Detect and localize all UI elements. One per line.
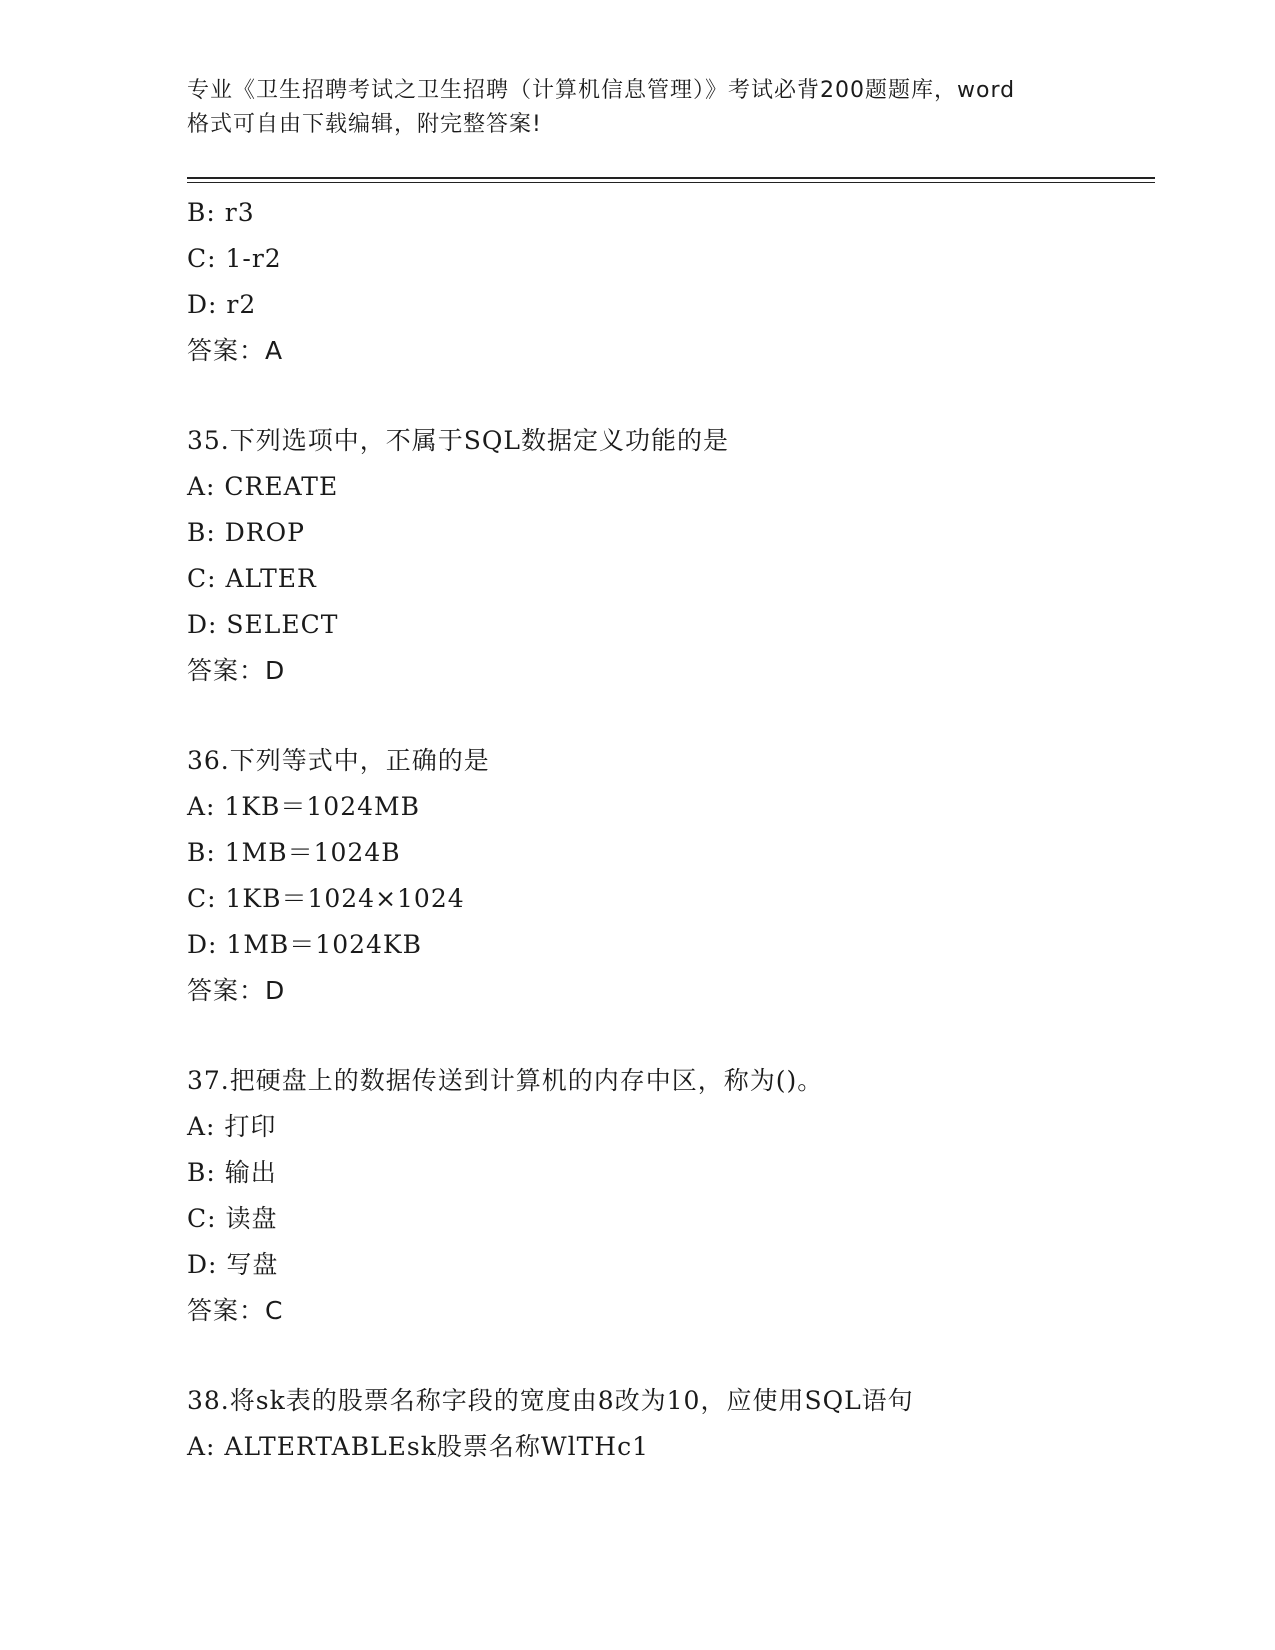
option-b: B: 输出 xyxy=(187,1158,277,1187)
document-body xyxy=(187,190,1155,1470)
option-a: A: CREATE xyxy=(187,472,339,501)
spacer xyxy=(187,1334,1155,1378)
question-stem: 36.下列等式中，正确的是 xyxy=(187,746,490,775)
question-34-continuation xyxy=(187,190,1155,374)
question-37 xyxy=(187,1058,1155,1334)
option-b: B: r3 xyxy=(187,198,255,227)
answer-line: 答案：D xyxy=(187,976,286,1005)
question-stem: 37.把硬盘上的数据传送到计算机的内存中区，称为()。 xyxy=(187,1066,824,1095)
spacer xyxy=(187,694,1155,738)
spacer xyxy=(187,374,1155,418)
answer-line: 答案：D xyxy=(187,656,286,685)
option-a: A: ALTERTABLEsk股票名称WlTHc1 xyxy=(187,1432,649,1461)
option-c: C: 1KB＝1024×1024 xyxy=(187,884,465,913)
document-header xyxy=(187,74,1087,142)
question-38 xyxy=(187,1378,1155,1470)
option-a: A: 打印 xyxy=(187,1112,277,1141)
option-c: C: ALTER xyxy=(187,564,317,593)
answer-line: 答案：C xyxy=(187,1296,284,1325)
spacer xyxy=(187,1014,1155,1058)
header-divider-thick xyxy=(187,177,1155,179)
question-35 xyxy=(187,418,1155,694)
option-d: D: 写盘 xyxy=(187,1250,279,1279)
header-divider-thin xyxy=(187,182,1155,183)
option-a: A: 1KB＝1024MB xyxy=(187,792,420,821)
option-b: B: 1MB＝1024B xyxy=(187,838,401,867)
header-line-1: 专业《卫生招聘考试之卫生招聘（计算机信息管理）》考试必背200题题库，word xyxy=(187,78,1016,103)
question-36 xyxy=(187,738,1155,1014)
option-c: C: 1-r2 xyxy=(187,244,282,273)
option-b: B: DROP xyxy=(187,518,305,547)
question-stem: 35.下列选项中，不属于SQL数据定义功能的是 xyxy=(187,426,729,455)
option-d: D: r2 xyxy=(187,290,257,319)
question-stem: 38.将sk表的股票名称字段的宽度由8改为10，应使用SQL语句 xyxy=(187,1386,914,1415)
option-d: D: SELECT xyxy=(187,610,339,639)
option-c: C: 读盘 xyxy=(187,1204,278,1233)
answer-line: 答案：A xyxy=(187,336,284,365)
option-d: D: 1MB＝1024KB xyxy=(187,930,422,959)
header-line-2: 格式可自由下载编辑，附完整答案! xyxy=(187,112,542,137)
